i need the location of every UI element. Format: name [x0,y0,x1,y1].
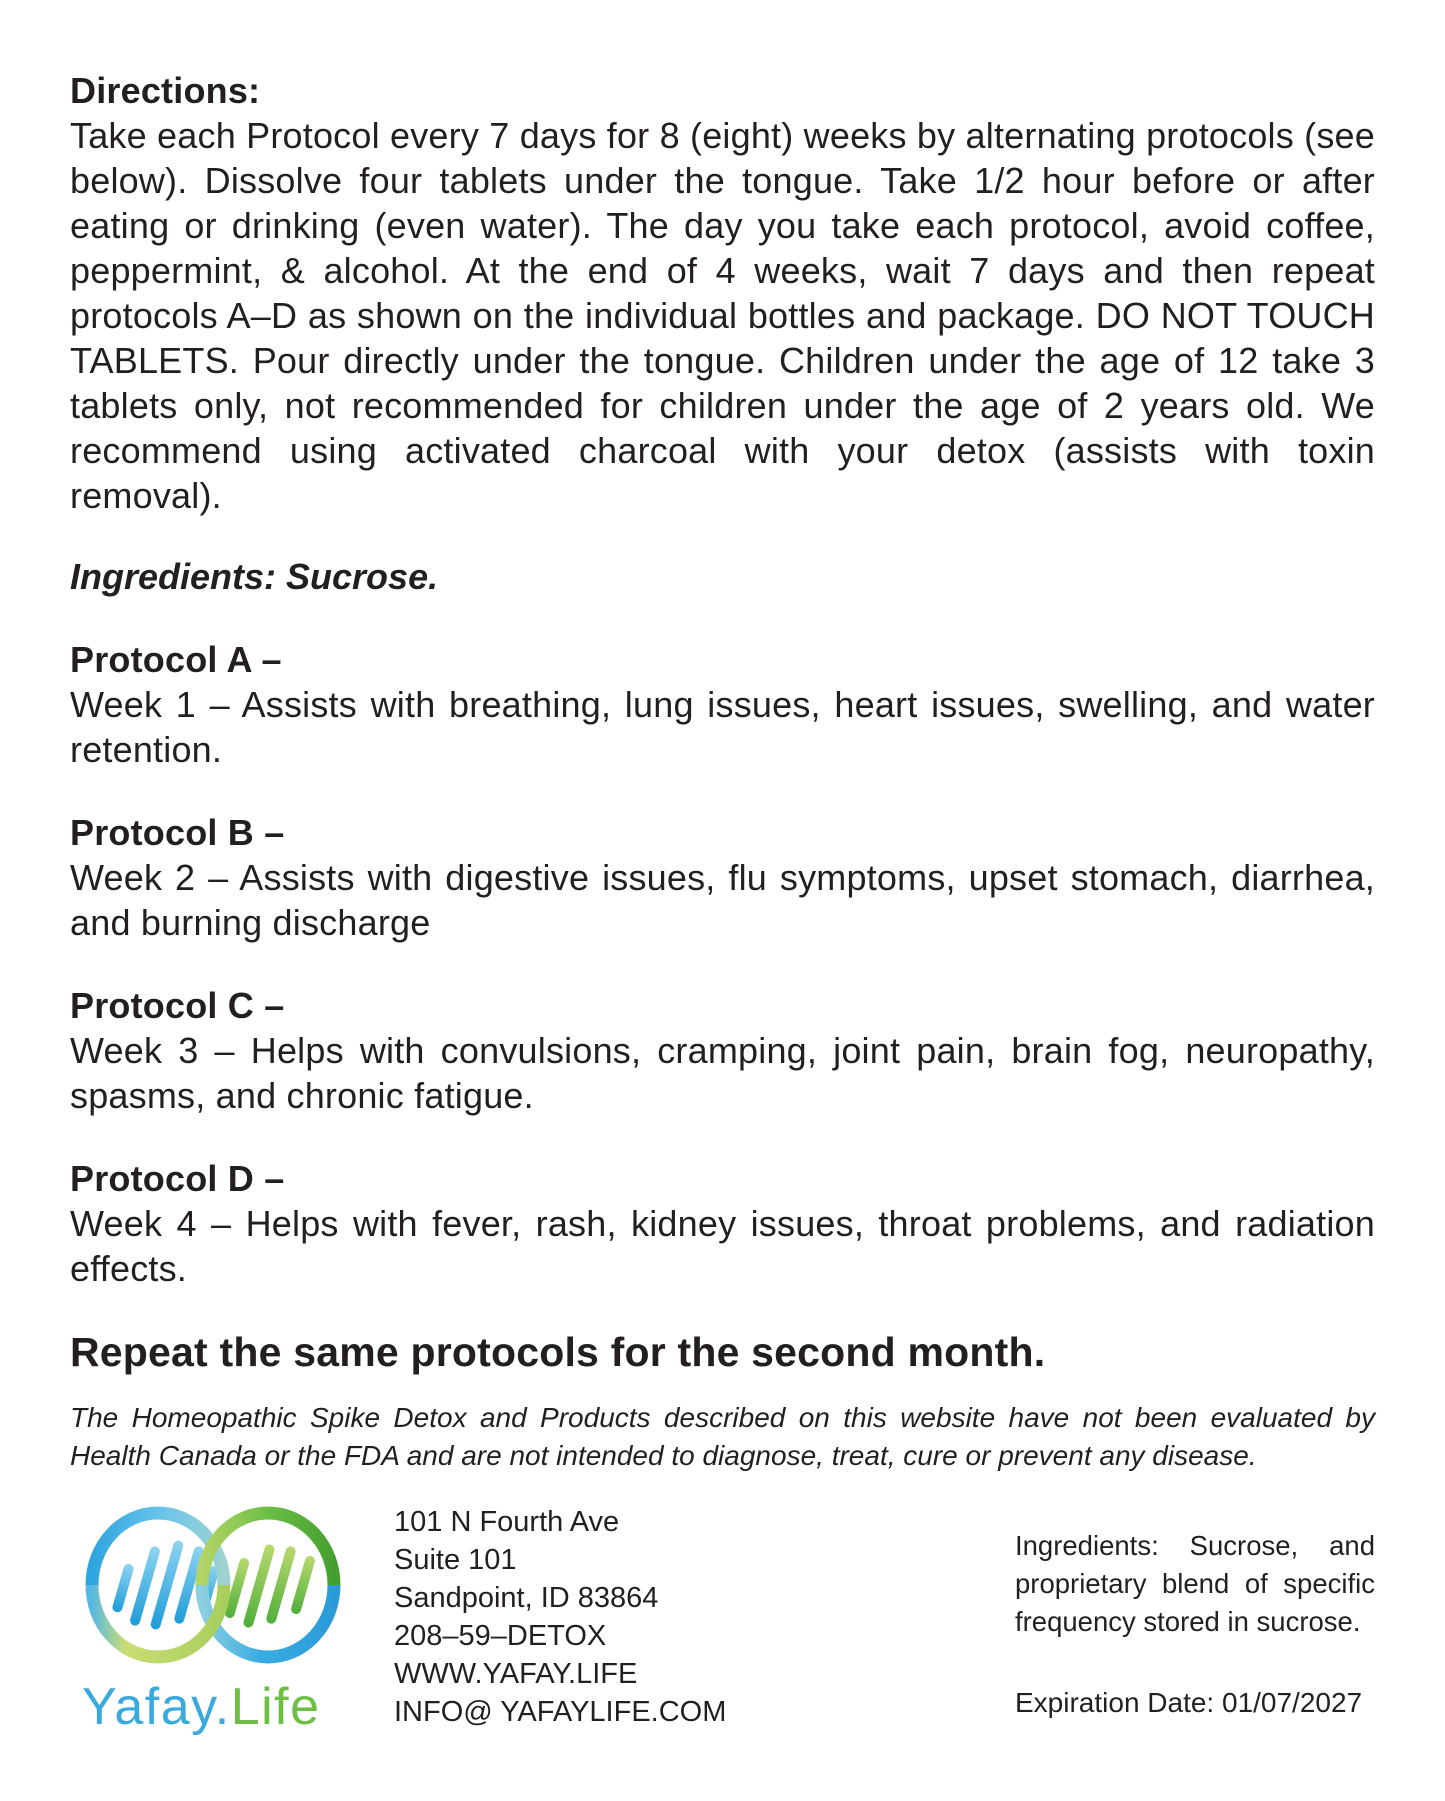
repeat-heading: Repeat the same protocols for the second month. [70,1329,1046,1375]
protocol-d-section [70,1156,1375,1291]
address-block [394,1499,726,1731]
protocol-c-section [70,983,1375,1118]
directions-body: Take each Protocol every 7 days for 8 (eight) weeks by alternating protocols (see below). Dissolve four tablets under the tongue. Take 1/2 hour before or after eating or drinking (even water). The day you take each protocol, avoid coffee, peppermint, & alcohol. At the end of 4 weeks, wait 7 days and then repeat protocols A–D as shown on the individual bottles and package. DO NOT TOUCH TABLETS. Pour directly under the tongue. Children under the age of 12 take 3 tablets only, not recommended for children under the age of 2 years old. We recommend using activated charcoal with your detox (assists with toxin removal). [70,115,1375,516]
protocol-c-heading: Protocol C – [70,985,285,1026]
directions-section [70,68,1375,518]
protocol-b-section [70,810,1375,945]
yafay-logo [82,1499,358,1737]
disclaimer-text: The Homeopathic Spike Detox and Products described on this website have not been evaluated by Health Canada or the FDA and are not intended to diagnose, treat, cure or prevent any disease. [70,1402,1375,1471]
ingredients-note: Ingredients: Sucrose, and proprietary blend of specific frequency stored in sucrose. [1015,1530,1375,1637]
address-line: Sandpoint, ID 83864 [394,1582,659,1614]
dna-infinity-icon [82,1499,344,1671]
website-line: WWW.YAFAY.LIFE [394,1658,638,1690]
ingredients-expiration-block [1015,1499,1375,1721]
email-line: INFO@ YAFAYLIFE.COM [394,1696,727,1728]
address-line: 101 N Fourth Ave [394,1506,620,1538]
dna-rungs-right [224,1543,316,1628]
protocol-d-heading: Protocol D – [70,1158,285,1199]
directions-heading: Directions: [70,70,261,111]
address-line: Suite 101 [394,1544,517,1576]
protocol-a-body: Week 1 – Assists with breathing, lung issues, heart issues, swelling, and water retention. [70,684,1375,770]
protocol-b-heading: Protocol B – [70,812,285,853]
label-footer [70,1499,1375,1737]
wordmark [82,1677,358,1737]
phone-line: 208–59–DETOX [394,1620,607,1652]
protocol-c-body: Week 3 – Helps with convulsions, cramping, joint pain, brain fog, neuropathy, spasms, and chronic fatigue. [70,1030,1375,1116]
wordmark-yafay: Yafay. [82,1678,231,1736]
wordmark-life: Life [230,1678,321,1736]
protocol-a-section [70,637,1375,772]
ingredients-line: Ingredients: Sucrose. [70,556,439,597]
protocol-b-body: Week 2 – Assists with digestive issues, flu symptoms, upset stomach, diarrhea, and burning discharge [70,857,1375,943]
protocol-d-body: Week 4 – Helps with fever, rash, kidney issues, throat problems, and radiation effects. [70,1203,1375,1289]
expiration-date: Expiration Date: 01/07/2027 [1015,1687,1363,1718]
protocol-a-heading: Protocol A – [70,639,282,680]
